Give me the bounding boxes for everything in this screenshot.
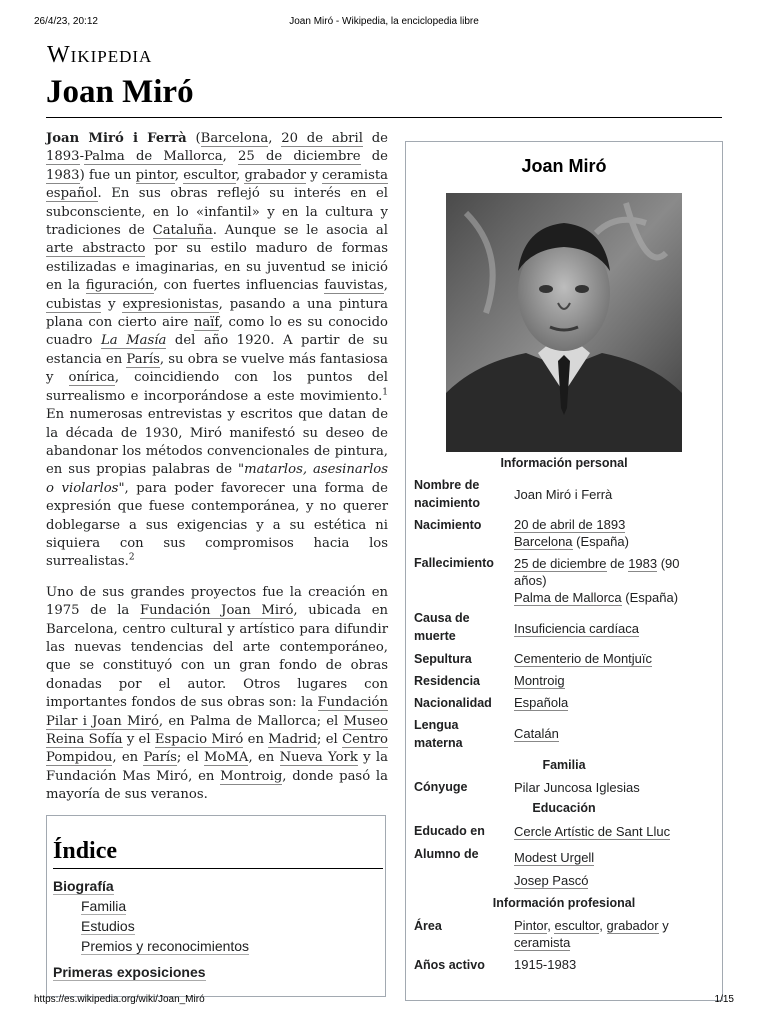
link-josep-pasco[interactable]: Josep Pascó xyxy=(514,873,589,888)
link-causa[interactable]: Insuficiencia cardíaca xyxy=(514,621,640,636)
fallecimiento-age: (90 años) xyxy=(514,556,680,588)
link-cataluna[interactable]: Cataluña xyxy=(152,223,213,239)
section-personal: Información personal xyxy=(500,456,628,470)
quote-text: matarlos, asesinarlos o violarlos xyxy=(46,462,388,496)
link-espanol[interactable]: español xyxy=(46,186,98,202)
label-sepultura: Sepultura xyxy=(414,652,472,666)
link-area-ceramista[interactable]: ceramista xyxy=(514,935,571,950)
article-body xyxy=(46,130,388,817)
text-run: , como lo es su conocido cuadro xyxy=(46,315,388,349)
toc-item-estudios[interactable] xyxy=(81,916,249,936)
link-nacionalidad[interactable]: Española xyxy=(514,695,569,710)
link-lengua[interactable]: Catalán xyxy=(514,726,559,741)
link-pintor[interactable]: pintor xyxy=(135,167,175,183)
label-conyuge: Cónyuge xyxy=(414,780,468,794)
value-nombre: Joan Miró i Ferrà xyxy=(514,487,613,502)
toc-item-premios[interactable] xyxy=(81,936,249,956)
area-sep: , xyxy=(599,918,607,933)
text-run: , pasando a una pintura plana con cierto aire xyxy=(46,296,388,331)
value-fallecimiento xyxy=(514,555,714,606)
text-run: de xyxy=(360,149,388,165)
label-causa: Causa de muerte xyxy=(414,611,470,643)
link-onirica[interactable]: onírica xyxy=(68,370,115,386)
toc-list xyxy=(53,876,249,982)
text-run: , xyxy=(222,149,239,165)
text-run: y xyxy=(306,167,322,183)
link-paris[interactable]: París xyxy=(126,351,160,367)
label-nacimiento: Nacimiento xyxy=(414,518,482,532)
link-modest-urgell[interactable]: Modest Urgell xyxy=(514,850,595,865)
toc-item-familia[interactable] xyxy=(81,896,249,916)
infobox-title: Joan Miró xyxy=(521,156,607,176)
label-residencia: Residencia xyxy=(414,674,481,688)
link-educado[interactable]: Cercle Artístic de Sant Lluc xyxy=(514,824,671,839)
text-run: y la Fundación Mas Miró, en xyxy=(46,750,389,784)
text-run: , en xyxy=(248,750,280,766)
text-run: , donde pasó la mayoría de sus veranos. xyxy=(46,768,388,803)
nacimiento-country: (España) xyxy=(572,534,629,549)
link-expresionistas[interactable]: expresionistas xyxy=(122,296,219,312)
link-ceramista[interactable]: ceramista xyxy=(322,167,389,183)
print-footer xyxy=(34,994,734,1008)
text-run: . En sus obras reflejó su interés en el subconsciente, en lo «infantil» y en la cultura y tradiciones de xyxy=(46,186,388,239)
label-lengua: Lengua materna xyxy=(414,718,463,750)
text-run: ; el xyxy=(176,750,204,766)
text-run: . Aunque se le asocia al xyxy=(212,223,388,239)
text-run: , xyxy=(236,167,245,183)
link-1983[interactable]: 1983 xyxy=(46,167,80,183)
link-paris-2[interactable]: París xyxy=(143,750,177,766)
toc-item-label: Biografía xyxy=(53,878,114,894)
print-header xyxy=(34,16,734,30)
value-activo: 1915-1983 xyxy=(514,957,577,972)
link-fallecimiento-year[interactable]: 1983 xyxy=(628,556,658,571)
label-fallecimiento: Fallecimiento xyxy=(414,556,494,570)
link-figuracion[interactable]: figuración xyxy=(85,278,154,294)
link-pompidou[interactable]: Centro Pompidou xyxy=(46,732,388,766)
toc-item-label: Familia xyxy=(81,898,127,914)
text-run: , coincidiendo con los puntos del surrealismo e incorporándose a este movimiento. xyxy=(46,370,388,404)
value-alumno xyxy=(514,846,714,892)
text-run: en xyxy=(243,732,269,747)
text-run: y el xyxy=(122,732,155,747)
text-run: Uno de sus grandes proyectos fue la creación en 1975 de la xyxy=(46,584,388,619)
intro-paragraph xyxy=(46,130,388,572)
reference-1[interactable]: 1 xyxy=(382,387,388,398)
text-run: ", para poder favorecer una forma de expresión que fuese contemporánea, y no querer doblegarse a sus exigencias y a su estética ni siquiera con sus compromisos hacia los surrealistas. xyxy=(46,480,388,570)
value-lengua xyxy=(514,725,714,742)
text-run: , xyxy=(174,167,184,183)
link-nacimiento-date[interactable]: 20 de abril de 1893 xyxy=(514,517,626,532)
value-nacimiento xyxy=(514,516,714,550)
text-run: , con fuertes influencias xyxy=(153,278,325,294)
infobox xyxy=(405,141,723,1001)
link-residencia[interactable]: Montroig xyxy=(514,673,565,688)
label-educado: Educado en xyxy=(414,824,485,838)
table-of-contents xyxy=(46,815,386,997)
link-barcelona[interactable]: Barcelona xyxy=(200,131,269,146)
toc-item-primeras-exposiciones[interactable] xyxy=(53,962,249,982)
section-profesional: Información profesional xyxy=(492,896,636,910)
link-fallecimiento-date[interactable]: 25 de diciembre xyxy=(514,556,607,571)
text-run: del año 1920. A partir de su estancia en xyxy=(46,333,389,367)
link-fallecimiento-place[interactable]: Palma de Mallorca xyxy=(514,590,622,605)
link-birth-date[interactable]: 20 de abril xyxy=(281,131,363,146)
link-nueva-york[interactable]: Nueva York xyxy=(279,750,358,766)
link-grabador[interactable]: grabador xyxy=(244,167,307,183)
section-educacion: Educación xyxy=(532,801,596,815)
area-sep: , xyxy=(547,918,555,933)
link-escultor[interactable]: escultor xyxy=(183,167,237,183)
toc-item-label: Premios y reconocimientos xyxy=(81,938,250,954)
print-page-title: Joan Miró - Wikipedia, la enciclopedia libre xyxy=(289,16,479,27)
value-sepultura xyxy=(514,650,714,667)
fallecimiento-de: de xyxy=(606,556,629,571)
portrait-photo[interactable] xyxy=(446,193,682,452)
print-page-number: 1/15 xyxy=(714,994,734,1005)
label-nombre: Nombre de nacimiento xyxy=(414,478,480,510)
text-run: , su obra se vuelve más fantasiosa y xyxy=(46,351,388,386)
text-run: , en xyxy=(112,750,144,766)
value-nacionalidad xyxy=(514,694,714,711)
link-fundacion-pilar[interactable]: Fundación Pilar i Joan Miró xyxy=(46,695,388,729)
page-title: Joan Miró xyxy=(46,74,194,110)
value-educado xyxy=(514,823,714,840)
text-run: , ubicada en Barcelona, centro cultural y artístico para difundir las nuevas tendencias del arte contemporáneo, que se constituyó con un gran fondo de obras donadas por el autor. Otros lugares con importantes fondos de sus obras son: la xyxy=(46,603,388,711)
toc-item-label: Primeras exposiciones xyxy=(53,964,206,980)
label-alumno: Alumno de xyxy=(414,847,479,861)
link-cubistas[interactable]: cubistas xyxy=(46,296,102,312)
link-sepultura[interactable]: Cementerio de Montjuïc xyxy=(514,651,653,666)
link-reina-sofia[interactable]: Museo Reina Sofía xyxy=(46,713,388,747)
text-run: , xyxy=(383,278,388,294)
label-nacionalidad: Nacionalidad xyxy=(414,696,492,710)
label-area: Área xyxy=(414,919,442,933)
link-area-pintor[interactable]: Pintor xyxy=(514,918,548,933)
link-palma[interactable]: Palma de Mallorca xyxy=(84,149,223,165)
area-sep: y xyxy=(658,918,669,933)
value-conyuge: Pilar Juncosa Iglesias xyxy=(514,780,640,795)
text-run: , en Palma de Mallorca; el xyxy=(158,713,344,729)
link-fauvistas[interactable]: fauvistas xyxy=(324,278,384,294)
print-url: https://es.wikipedia.org/wiki/Joan_Miró xyxy=(34,994,205,1005)
label-activo: Años activo xyxy=(414,958,485,972)
text-run: de xyxy=(362,131,388,146)
link-arte-abstracto[interactable]: arte abstracto xyxy=(46,241,146,257)
link-naif[interactable]: naïf xyxy=(193,315,219,331)
link-death-date[interactable]: 25 de diciembre xyxy=(238,149,361,165)
toc-item-biografia[interactable] xyxy=(53,876,249,896)
text-run: , xyxy=(268,131,282,146)
link-area-grabador[interactable]: grabador xyxy=(606,918,659,933)
link-la-masia[interactable]: La Masía xyxy=(100,333,167,349)
link-fundacion-joan-miro[interactable]: Fundación Joan Miró xyxy=(139,603,294,619)
value-causa xyxy=(514,620,714,637)
value-residencia xyxy=(514,672,714,689)
fallecimiento-country: (España) xyxy=(621,590,679,605)
subject-name: Joan Miró i Ferrà xyxy=(46,131,187,146)
link-1893[interactable]: 1893 xyxy=(46,149,80,165)
title-divider xyxy=(46,117,722,118)
link-moma[interactable]: MoMA xyxy=(203,750,249,766)
toc-divider xyxy=(53,868,383,869)
text-run: y xyxy=(101,296,123,312)
link-area-escultor[interactable]: escultor xyxy=(554,918,600,933)
link-madrid[interactable]: Madrid xyxy=(268,732,318,747)
text-run: En numerosas entrevistas y escritos que datan de la década de 1930, Miró manifestó su deseo de abandonar los métodos convencionales de pintura, en sus propias palabras de " xyxy=(46,407,388,478)
text-run: ; el xyxy=(317,732,343,747)
link-nacimiento-place[interactable]: Barcelona xyxy=(514,534,573,549)
link-espacio-miro[interactable]: Espacio Miró xyxy=(154,732,244,747)
value-area xyxy=(514,917,714,951)
text-run: ( xyxy=(186,131,201,146)
text-run: por su estilo maduro de formas estilizadas e imaginarias, en su juventud se inició en la xyxy=(46,241,388,294)
wikipedia-wordmark[interactable]: Wikipedia xyxy=(47,42,153,68)
link-montroig[interactable]: Montroig xyxy=(220,768,283,784)
toc-title: Índice xyxy=(53,838,118,864)
toc-item-label: Estudios xyxy=(81,918,135,934)
text-run: ) fue un xyxy=(79,167,136,183)
section-familia: Familia xyxy=(542,758,586,772)
second-paragraph xyxy=(46,584,388,805)
text-run: - xyxy=(79,149,85,165)
print-datetime: 26/4/23, 20:12 xyxy=(34,16,98,27)
reference-2[interactable]: 2 xyxy=(128,552,135,563)
